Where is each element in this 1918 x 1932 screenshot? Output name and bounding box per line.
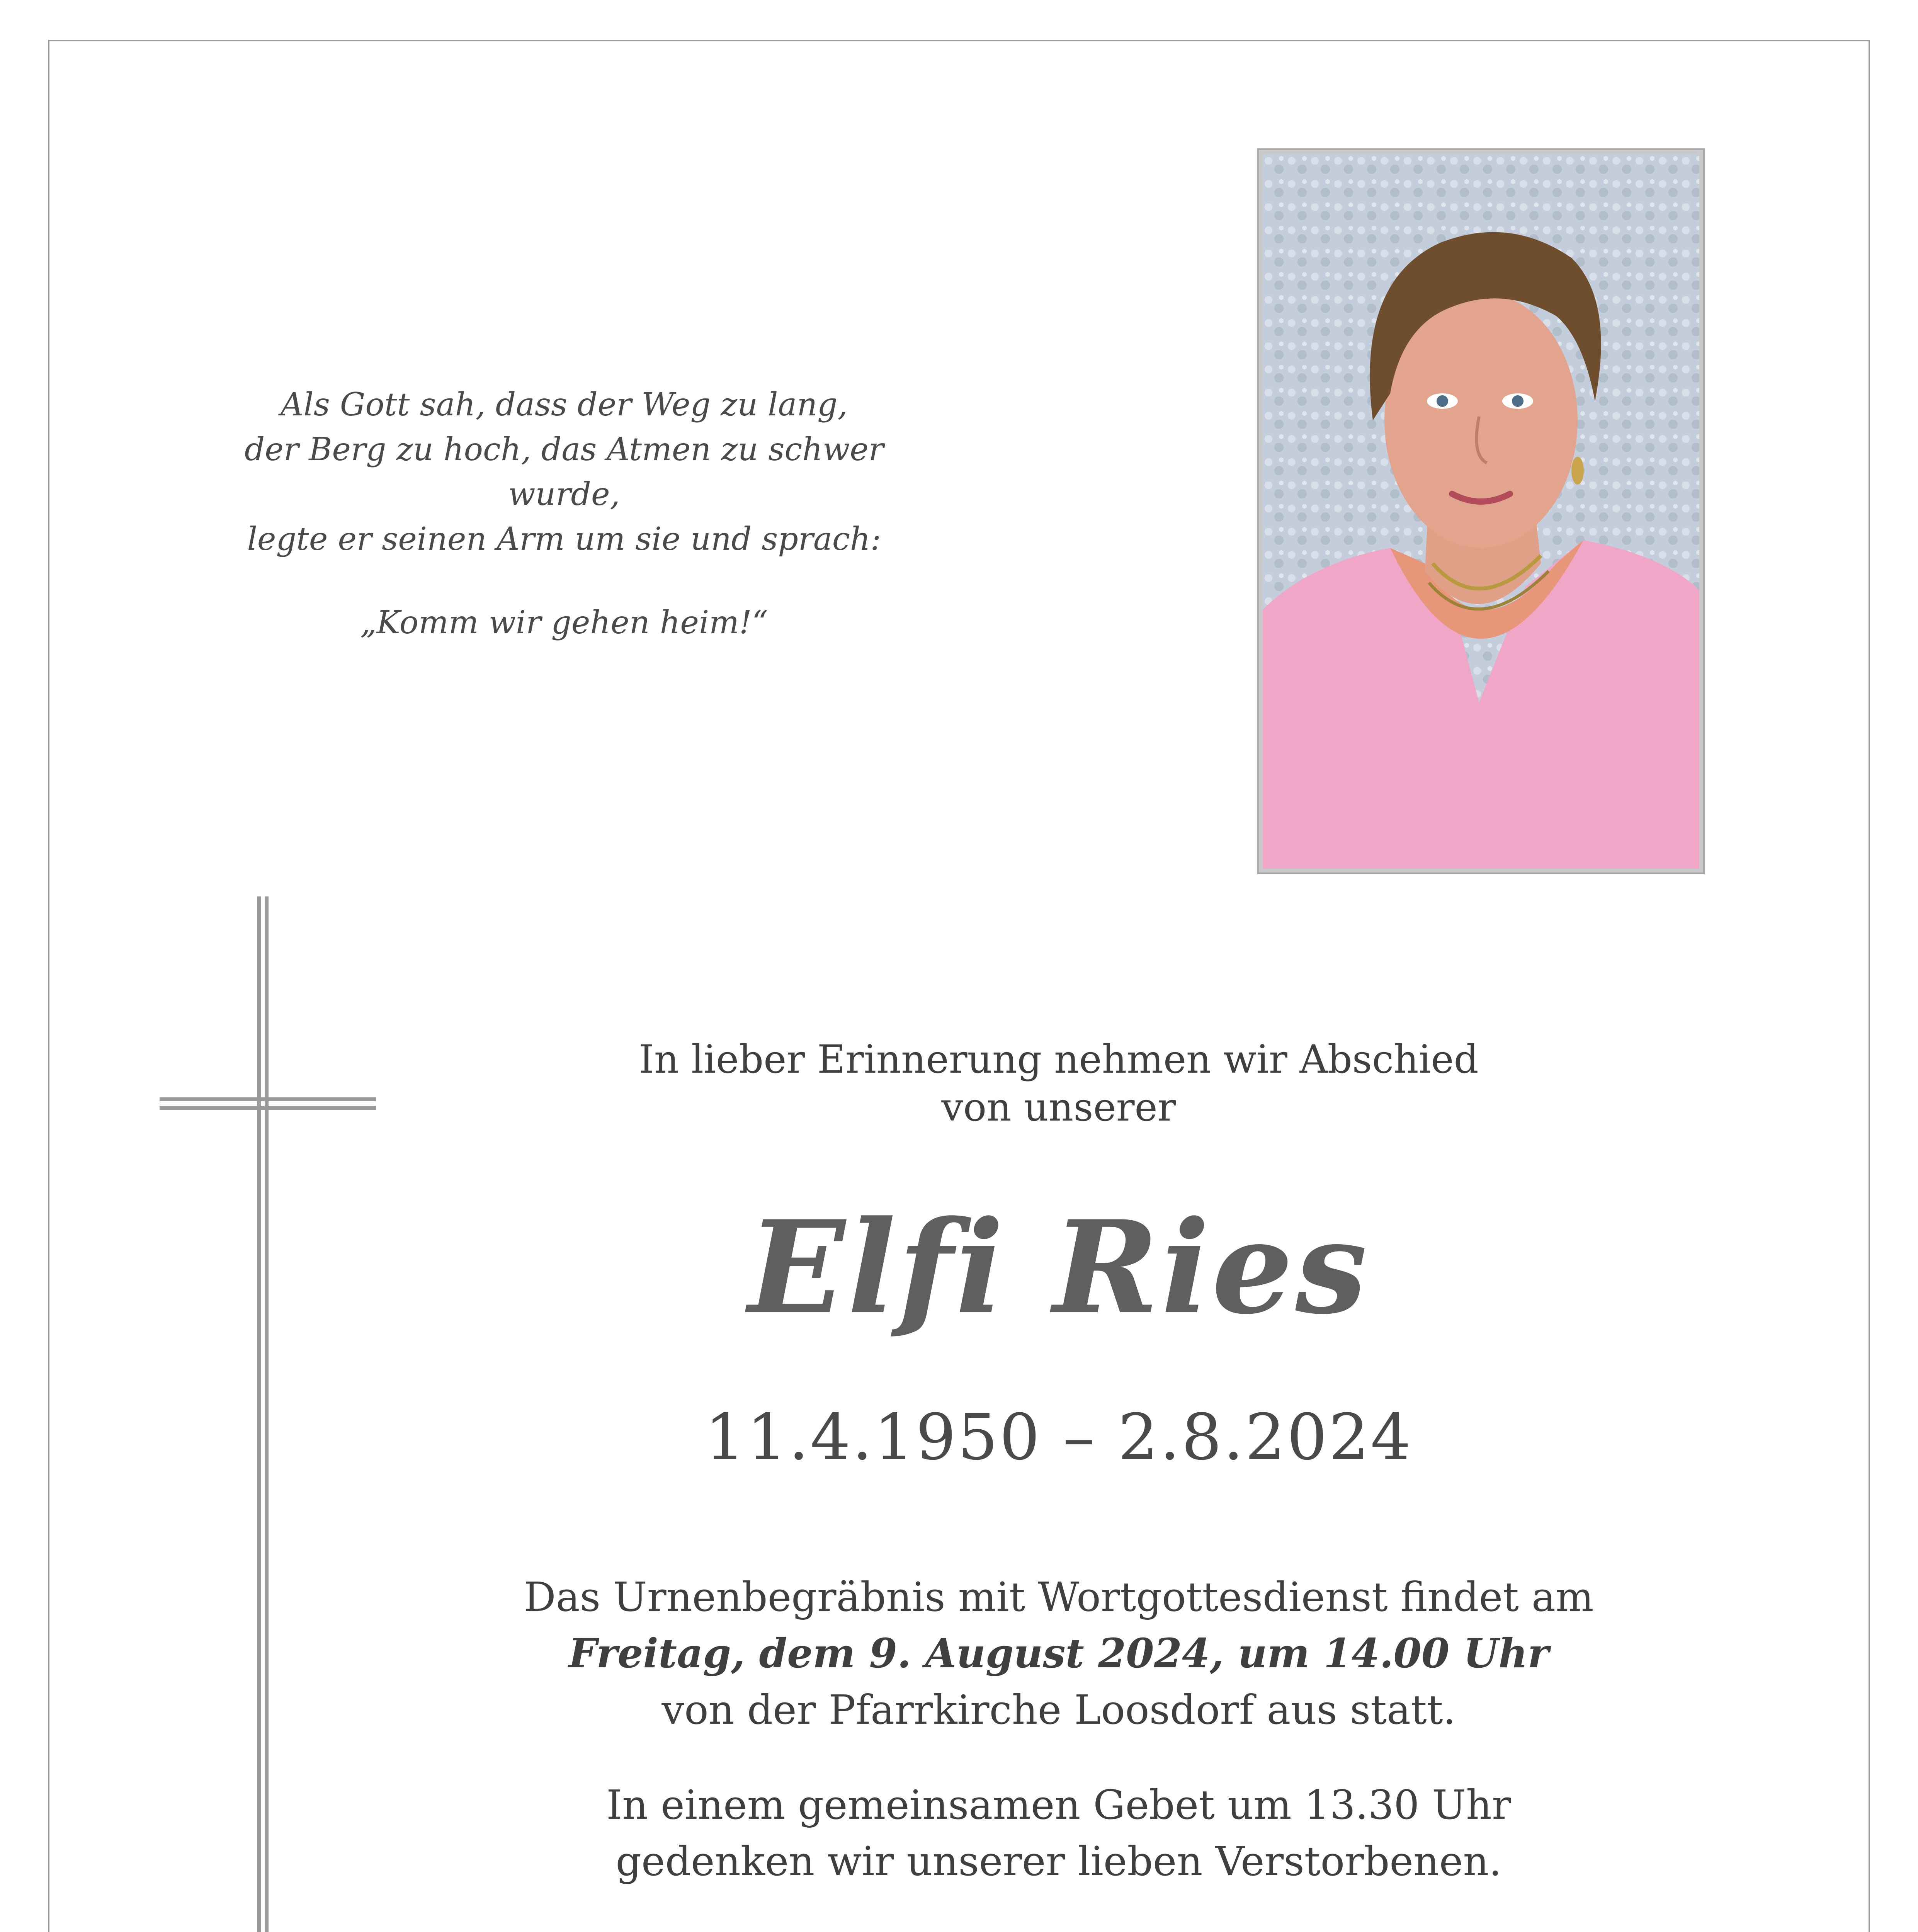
portrait-photo-icon — [1263, 154, 1699, 869]
intro-line: In lieber Erinnerung nehmen wir Abschied — [639, 1037, 1479, 1082]
quote-line: Als Gott sah, dass der Weg zu lang, — [281, 386, 848, 423]
ceremony-text — [425, 1569, 1692, 1889]
quote-block — [185, 383, 943, 645]
intro-text — [502, 1036, 1615, 1131]
deceased-name: Elfi Ries — [748, 1192, 1370, 1342]
quote-closing: „Komm wir gehen heim!“ — [360, 604, 768, 641]
portrait-photo — [1259, 150, 1703, 872]
ceremony-line: von der Pfarrkirche Loosdorf aus statt. — [661, 1686, 1456, 1733]
life-dates: 11.4.1950 – 2.8.2024 — [705, 1400, 1413, 1474]
prayer-line: In einem gemeinsamen Gebet um 13.30 Uhr — [606, 1781, 1511, 1828]
ceremony-date: Freitag, dem 9. August 2024, um 14.00 Uhr — [568, 1629, 1549, 1677]
quote-line: legte er seinen Arm um sie und sprach: — [247, 521, 881, 558]
prayer-line: gedenken wir unserer lieben Verstorbenen. — [616, 1838, 1502, 1885]
intro-line: von unserer — [941, 1085, 1176, 1130]
quote-line: der Berg zu hoch, das Atmen zu schwer wurde, — [244, 431, 884, 513]
cross-icon — [160, 896, 376, 1932]
ceremony-line: Das Urnenbegräbnis mit Wortgottesdienst findet am — [524, 1573, 1594, 1621]
